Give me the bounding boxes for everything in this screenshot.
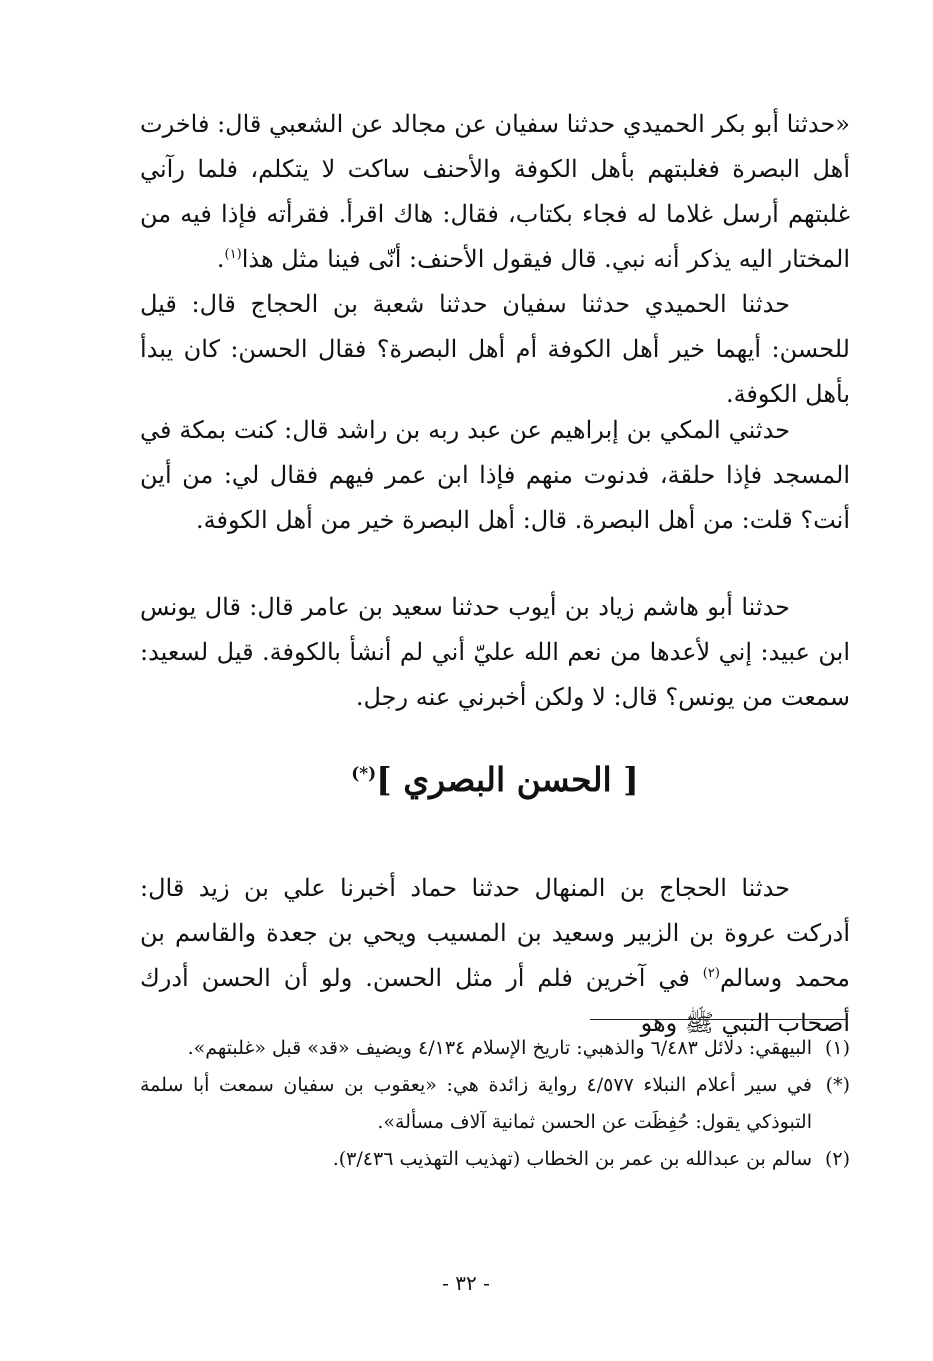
footnote-star-text: في سير أعلام النبلاء ٤/٥٧٧ رواية زائدة هي: «يعقوب بن سفيان سمعت أبا سلمة التبوذكي يقول: حُفِظَت عن الحسن ثمانية آلاف مسألة».: [140, 1074, 812, 1133]
paragraph-5-text-a: حدثنا الحجاج بن المنهال حدثنا حماد أخبرنا علي بن زيد قال: أدركت عروة بن الزبير وسعيد بن المسيب ويحي بن جعدة والقاسم بن محمد وسالم: [140, 874, 850, 992]
footnote-star: [140, 1067, 850, 1141]
paragraph-1-text: «حدثنا أبو بكر الحميدي حدثنا سفيان عن مجالد عن الشعبي قال: فاخرت أهل البصرة فغلبتهم بأهل الكوفة والأحنف ساكت لا يتكلم، فلما رآني غلبتهم أرسل غلاما له فجاء بكتاب، فقال: هاك اقرأ. فقرأته فإذا فيه من المختار اليه يذكر أنه نبي. قال فيقول الأحنف: أنّى فينا مثل هذا: [140, 110, 850, 273]
paragraph-1: [140, 102, 850, 282]
footnotes: [140, 1030, 850, 1178]
paragraph-4-text: حدثنا أبو هاشم زياد بن أيوب حدثنا سعيد بن عامر قال: قال يونس ابن عبيد: إني لأعدها من نعم الله عليّ أني لم أنشأ بالكوفة. قيل لسعيد: سمعت من يونس؟ قال: لا ولكن أخبرني عنه رجل.: [140, 593, 851, 711]
section-heading-text: [ الحسن البصري ]: [376, 760, 639, 799]
paragraph-3-text: حدثني المكي بن إبراهيم عن عبد ربه بن راشد قال: كنت بمكة في المسجد فإذا حلقة، فدنوت منهم فإذا ابن عمر فيهم فقال لي: من أين أنت؟ قلت: من أهل البصرة. قال: أهل البصرة خير من أهل الكوفة.: [140, 416, 850, 534]
footnote-1-text: البيهقي: دلائل ٦/٤٨٣ والذهبي: تاريخ الإسلام ٤/١٣٤ ويضيف «قد» قبل «غلبتهم».: [187, 1037, 812, 1059]
footnote-2: [140, 1141, 850, 1178]
footnote-2-mark: (٢): [824, 1148, 850, 1170]
paragraph-1-end: .: [216, 245, 225, 273]
footnote-ref-2: (٢): [702, 966, 720, 981]
paragraph-3: [140, 408, 850, 543]
section-heading-note: (*): [351, 764, 377, 784]
footnote-2-text: سالم بن عبدالله بن عمر بن الخطاب (تهذيب التهذيب ٣/٤٣٦).: [332, 1148, 812, 1170]
page-number: - ٣٢ -: [442, 1271, 490, 1295]
footnote-star-mark: (*): [825, 1074, 850, 1096]
paragraph-2: [140, 282, 850, 417]
footnote-1: [140, 1030, 850, 1067]
section-heading: [140, 758, 850, 802]
paragraph-5-text-b: في آخرين فلم أر مثل الحسن. ولو أن الحسن أدرك أصحاب النبي ﷺ وهو: [140, 964, 850, 1037]
paragraph-2-text: حدثنا الحميدي حدثنا سفيان حدثنا شعبة بن الحجاج قال: قيل للحسن: أيهما خير أهل الكوفة أم أهل البصرة؟ فقال الحسن: كان يبدأ بأهل الكوفة.: [140, 290, 850, 408]
footnote-1-mark: (١): [824, 1037, 850, 1059]
footnote-divider: [590, 1019, 846, 1020]
paragraph-4: [140, 585, 850, 720]
footnote-ref-1: (١): [224, 247, 242, 262]
